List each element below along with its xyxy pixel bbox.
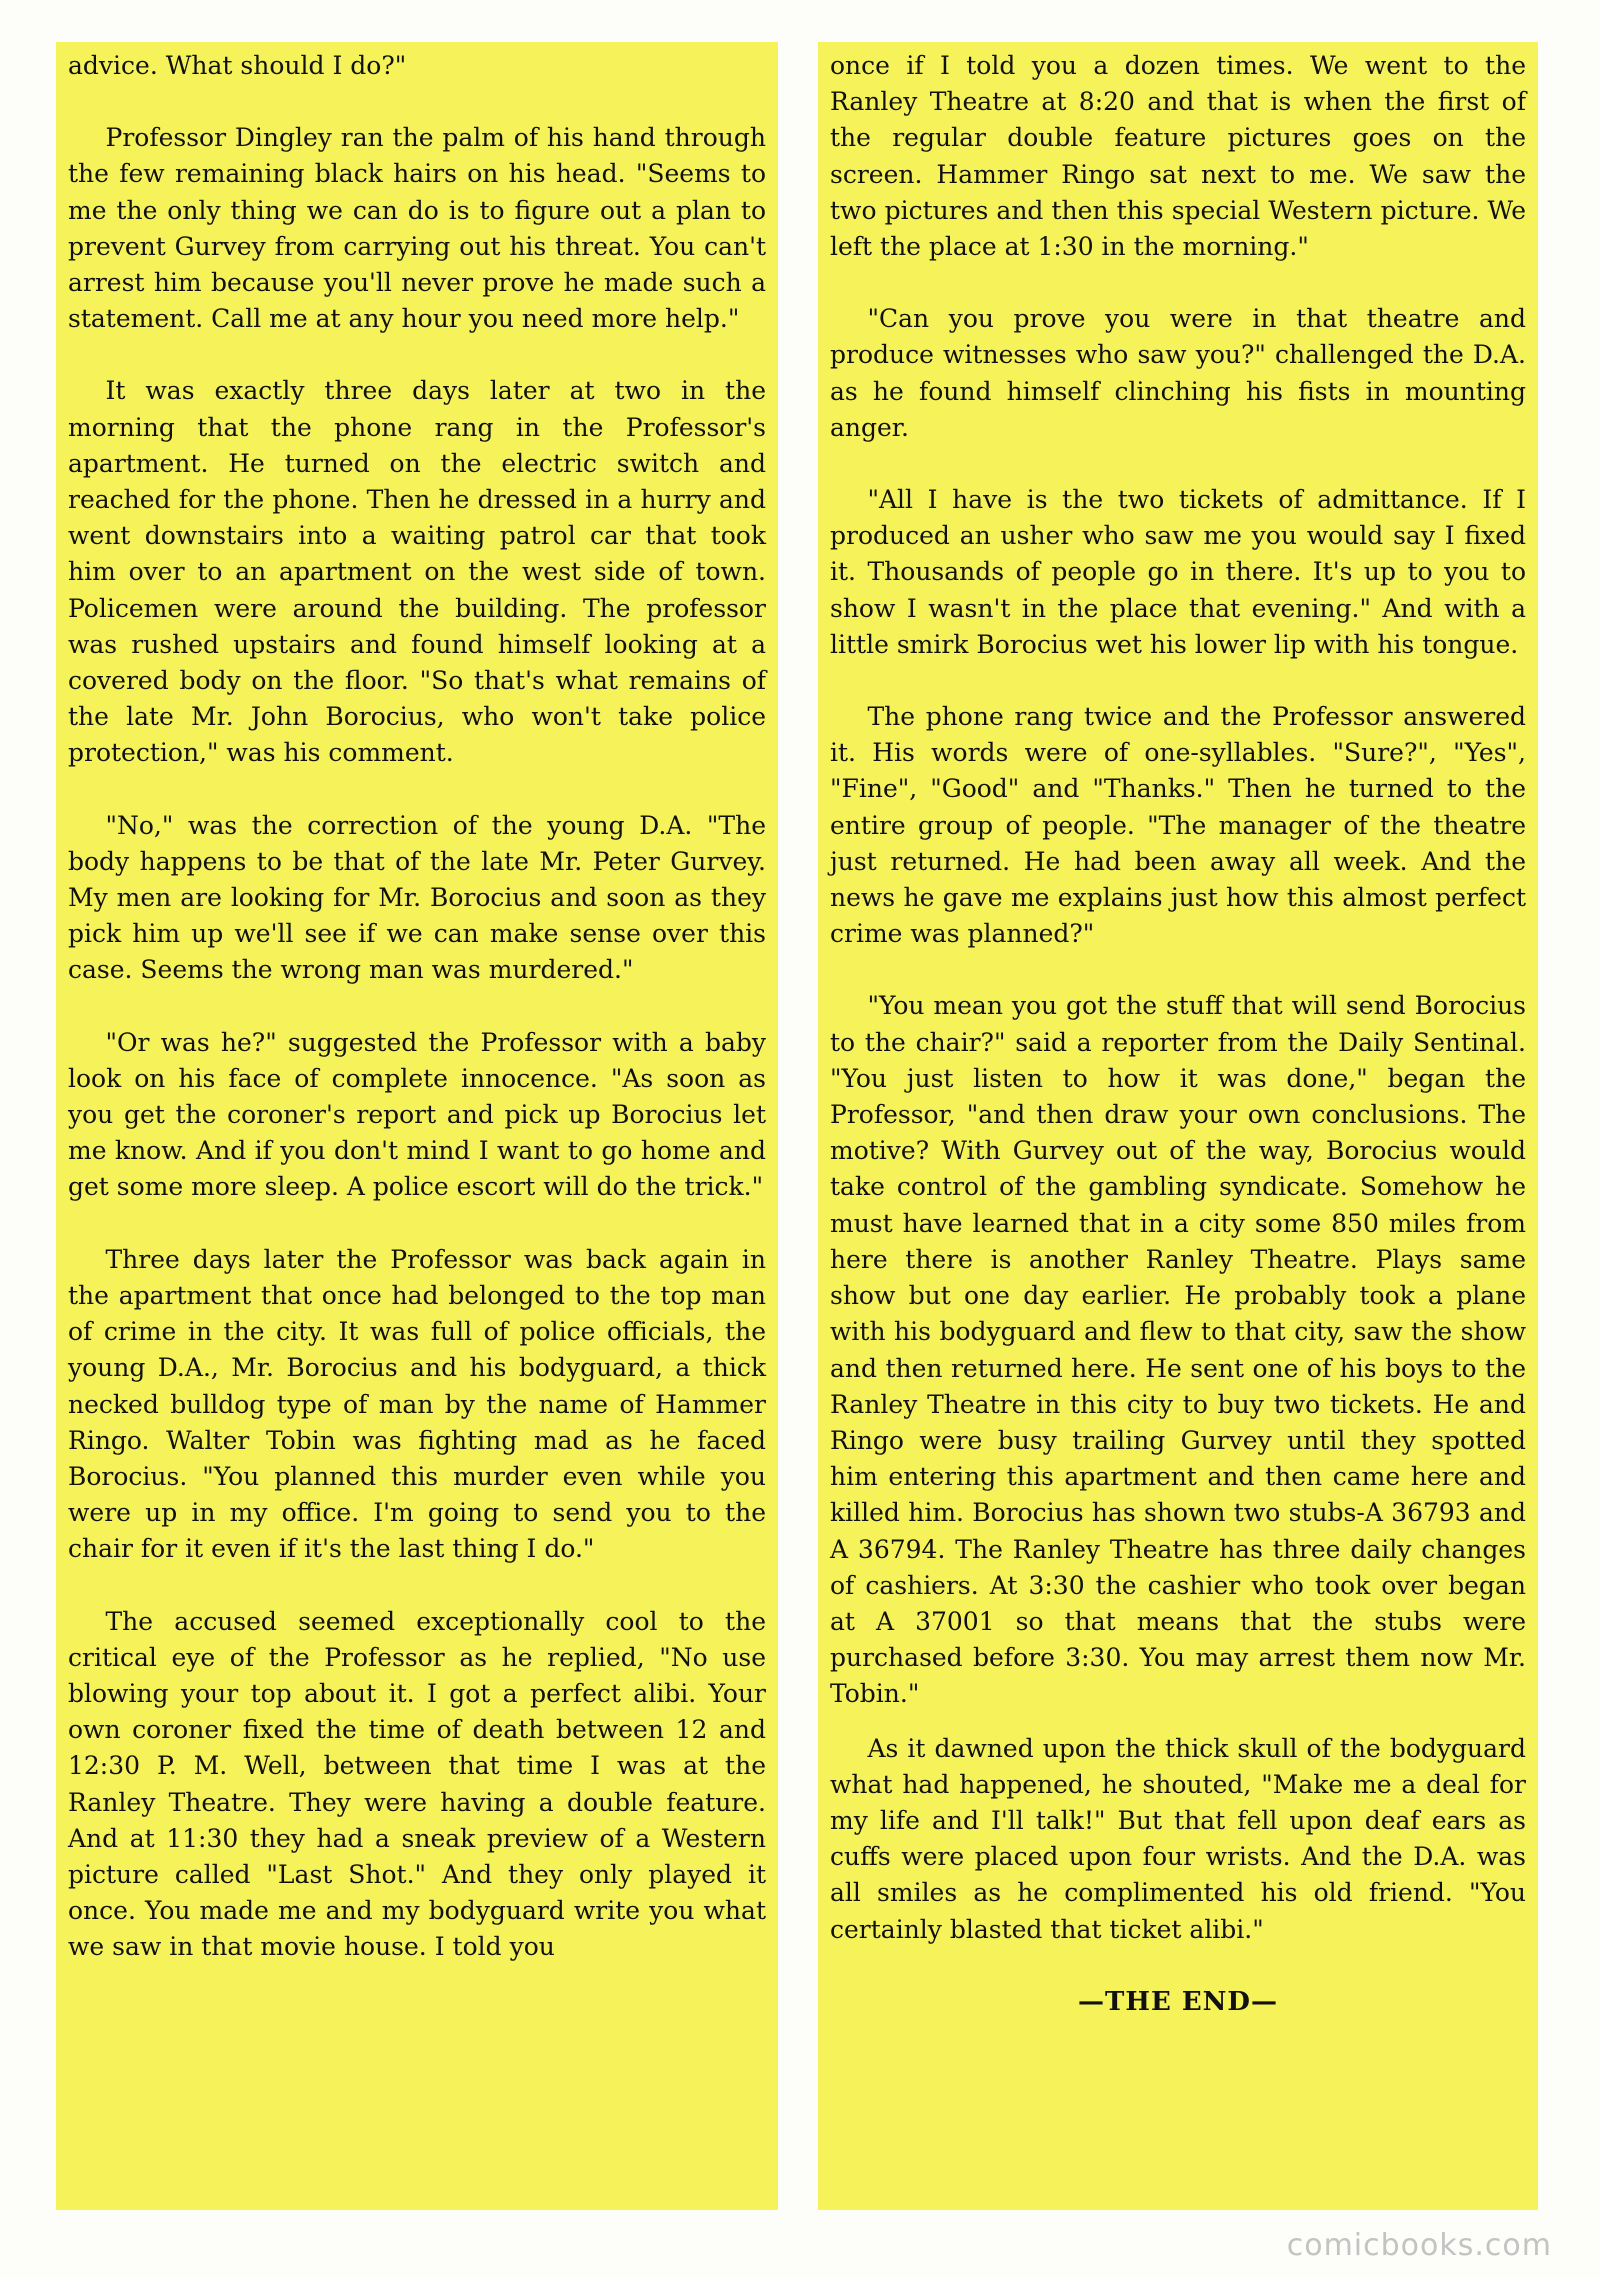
paragraph: As it dawned upon the thick skull of the bodyguard what had happened, he shouted, "Make me a deal for my life and I'll talk!" But that fell upon deaf ears as cuffs were placed upon four wrists. And the D.A. was all smiles as he complimented his old friend. "You certainly blasted that ticket alibi." — [830, 1733, 1526, 1944]
paragraph: It was exactly three days later at two in the morning that the phone rang in the Professor's apartment. He turned on the electric switch and reached for the phone. Then he dressed in a hurry and went downstairs into a waiting patrol car that took him over to an apartment on the west side of town. Policemen were around the building. The professor was rushed upstairs and found himself looking at a covered body on the floor. "So that's what remains of the late Mr. John Borocius, who won't take police protection," was his comment. — [68, 376, 766, 768]
paragraph: "Can you prove you were in that theatre and produce witnesses who saw you?" challenged the D.A. as he found himself clinching his fists in mounting anger. — [830, 304, 1526, 442]
paragraph: The accused seemed exceptionally cool to the critical eye of the Professor as he replied, "No use blowing your top about it. I got a perfect alibi. Your own coroner fixed the time of death between 12 and 12:30 P. M. Well, between that time I was at the Ranley Theatre. They were having a double feature. And at 11:30 they had a sneak preview of a Western picture called "Last Shot." And they only played it once. You made me and my bodyguard write you what we saw in that movie house. I told you — [68, 1606, 766, 1962]
right-text-column — [818, 42, 1538, 2210]
paragraph: "Or was he?" suggested the Professor with a baby look on his face of complete innocence. "As soon as you get the coroner's report and pick up Borocius let me know. And if you don't mind I want to go home and get some more sleep. A police escort will do the trick." — [68, 1027, 766, 1202]
paragraph: "You mean you got the stuff that will send Borocius to the chair?" said a reporter from the Daily Sentinal. "You just listen to how it was done," began the Professor, "and then draw your own conclusions. The motive? With Gurvey out of the way, Borocius would take control of the gambling syndicate. Somehow he must have learned that in a city some 850 miles from here there is another Ranley Theatre. Plays same show but one day earlier. He probably took a plane with his bodyguard and flew to that city, saw the show and then returned here. He sent one of his boys to the Ranley Theatre in this city to buy two tickets. He and Ringo were busy trailing Gurvey until they spotted him entering this apartment and then came here and killed him. Borocius has shown two stubs-A 36793 and A 36794. The Ranley Theatre has three daily changes of cashiers. At 3:30 the cashier who took over began at A 37001 so that means that the stubs were purchased before 3:30. You may arrest them now Mr. Tobin." — [830, 991, 1526, 1709]
watermark: comicbooks.com — [1286, 2228, 1552, 2263]
paragraph: Professor Dingley ran the palm of his hand through the few remaining black hairs on his head. "Seems to me the only thing we can do is to figure out a plan to prevent Gurvey from carrying out his threat. You can't arrest him because you'll never prove he made such a statement. Call me at any hour you need more help." — [68, 123, 766, 334]
the-end-label: —THE END— — [1078, 1986, 1278, 2017]
paragraph: The phone rang twice and the Professor answered it. His words were of one-syllables. "Sure?", "Yes", "Fine", "Good" and "Thanks." Then he turned to the entire group of people. "The manager of the theatre just returned. He had been away all week. And the news he gave me explains just how this almost perfect crime was planned?" — [830, 702, 1526, 949]
paragraph: advice. What should I do?" — [68, 51, 407, 80]
paragraph: "All I have is the two tickets of admittance. If I produced an usher who saw me you would say I fixed it. Thousands of people go in there. It's up to you to show I wasn't in the place that evening." And with a little smirk Borocius wet his lower lip with his tongue. — [830, 485, 1526, 659]
paragraph: Three days later the Professor was back again in the apartment that once had belonged to the top man of crime in the city. It was full of police officials, the young D.A., Mr. Borocius and his bodyguard, a thick necked bulldog type of man by the name of Hammer Ringo. Walter Tobin was fighting mad as he faced Borocius. "You planned this murder even while you were up in my office. I'm going to send you to the chair for it even if it's the last thing I do." — [68, 1244, 766, 1564]
paragraph: once if I told you a dozen times. We went to the Ranley Theatre at 8:20 and that is when the first of the regular double feature pictures goes on the screen. Hammer Ringo sat next to me. We saw the two pictures and then this special Western picture. We left the place at 1:30 in the morning." — [830, 51, 1526, 262]
paragraph: "No," was the correction of the young D.A. "The body happens to be that of the late Mr. Peter Gurvey. My men are looking for Mr. Borocius and soon as they pick him up we'll see if we can make sense over this case. Seems the wrong man was murdered." — [68, 810, 766, 985]
left-text-column — [56, 42, 778, 2210]
